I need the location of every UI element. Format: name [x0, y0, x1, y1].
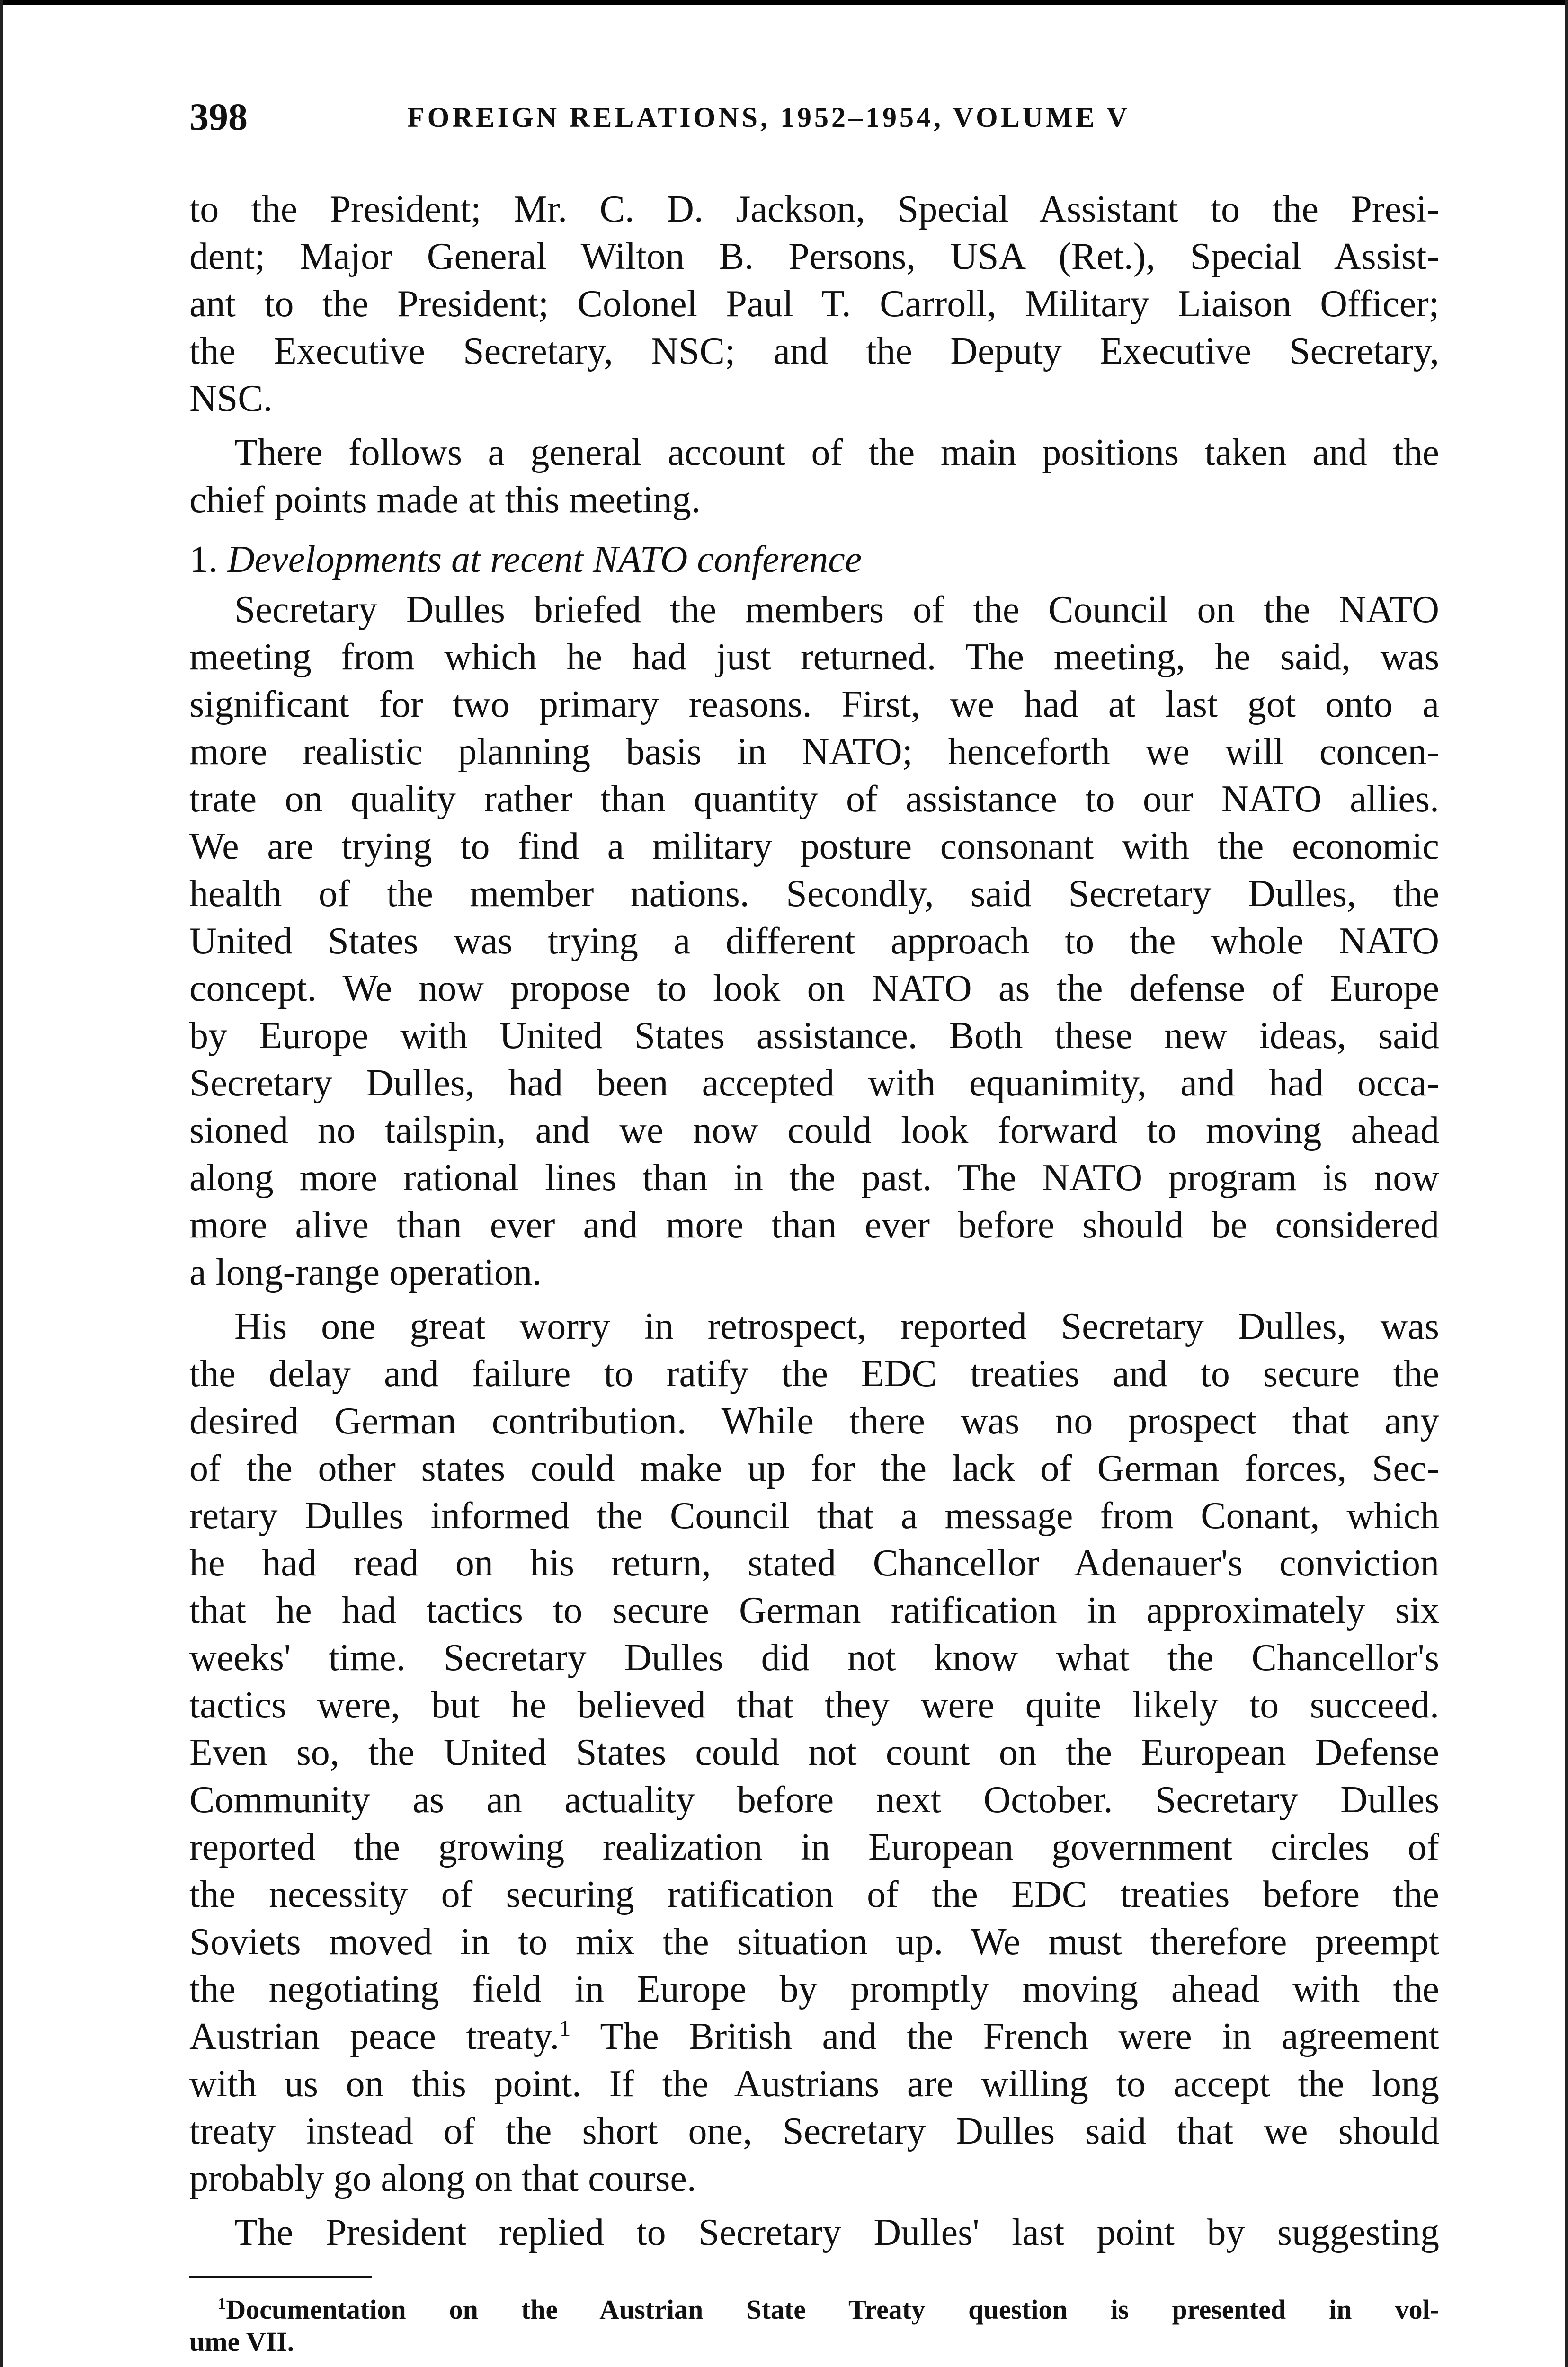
paragraph [189, 186, 1439, 422]
text-segment: The British and the French were in agreement [570, 2016, 1440, 2057]
footnote-divider [189, 2276, 372, 2278]
footnote-text: Documentation on the Austrian State Treaty question is presented in vol- [226, 2294, 1439, 2325]
text-line: more alive than ever and more than ever before should be considered [189, 1204, 1439, 1246]
text-line: that he had tactics to secure German ratification in approximately six [189, 1590, 1439, 1631]
scan-border-left [0, 0, 3, 2367]
text-segment: Austrian peace treaty. [189, 2016, 560, 2057]
text-line: NSC. [189, 378, 273, 419]
text-line: of the other states could make up for the lack of German forces, Sec- [189, 1448, 1439, 1489]
text-line: meeting from which he had just returned. The meeting, he said, was [189, 636, 1439, 678]
text-line: Secretary Dulles briefed the members of the Council on the NATO [234, 589, 1439, 631]
text-line: along more rational lines than in the past. The NATO program is now [189, 1157, 1439, 1199]
text-line: the necessity of securing ratification of the EDC treaties before the [189, 1874, 1439, 1915]
text-line: weeks' time. Secretary Dulles did not know what the Chancellor's [189, 1637, 1439, 1679]
text-line: Community as an actuality before next October. Secretary Dulles [189, 1779, 1439, 1821]
text-line: We are trying to find a military posture consonant with the economic [189, 826, 1439, 867]
text-line: significant for two primary reasons. First, we had at last got onto a [189, 684, 1439, 725]
text-line: dent; Major General Wilton B. Persons, USA (Ret.), Special Assist- [189, 236, 1439, 277]
paragraph [189, 1303, 1439, 2202]
paragraph [189, 2209, 1439, 2256]
text-line: with us on this point. If the Austrians are willing to accept the long [189, 2063, 1439, 2105]
text-line: to the President; Mr. C. D. Jackson, Special Assistant to the Presi- [189, 188, 1439, 230]
text-line: trate on quality rather than quantity of assistance to our NATO allies. [189, 778, 1439, 820]
text-line: concept. We now propose to look on NATO as the defense of Europe [189, 968, 1439, 1009]
running-title: FOREIGN RELATIONS, 1952–1954, VOLUME V [407, 102, 1130, 133]
text-line: ant to the President; Colonel Paul T. Carroll, Military Liaison Officer; [189, 283, 1439, 325]
text-line: more realistic planning basis in NATO; henceforth we will concen- [189, 731, 1439, 773]
text-line: the negotiating field in Europe by promptly moving ahead with the [189, 1968, 1439, 2010]
text-line: probably go along on that course. [189, 2158, 696, 2199]
text-line: Soviets moved in to mix the situation up. We must therefore preempt [189, 1921, 1439, 1963]
footnote-line: ume VII. [189, 2326, 294, 2357]
page-body [189, 186, 1439, 2263]
section-title: Developments at recent NATO conference [227, 539, 862, 580]
paragraph [189, 586, 1439, 1296]
text-line: Even so, the United States could not count on the European Defense [189, 1732, 1439, 1773]
text-line: the Executive Secretary, NSC; and the Deputy Executive Secretary, [189, 330, 1439, 372]
scan-border-right [1565, 0, 1568, 2367]
text-line: retary Dulles informed the Council that a message from Conant, which [189, 1495, 1439, 1537]
text-line: reported the growing realization in European government circles of [189, 1826, 1439, 1868]
scan-border-top [0, 0, 1568, 5]
paragraph [189, 429, 1439, 524]
text-line: desired German contribution. While there was no prospect that any [189, 1400, 1439, 1442]
text-line: he had read on his return, stated Chancellor Adenauer's conviction [189, 1542, 1439, 1584]
section-heading [189, 533, 1439, 586]
section-number: 1. [189, 539, 218, 580]
text-line: treaty instead of the short one, Secretary Dulles said that we should [189, 2110, 1439, 2152]
text-line: health of the member nations. Secondly, said Secretary Dulles, the [189, 873, 1439, 915]
footnote-reference[interactable]: 1 [559, 2016, 571, 2041]
text-line: His one great worry in retrospect, reported Secretary Dulles, was [234, 1306, 1439, 1347]
text-line: sioned no tailspin, and we now could look forward to moving ahead [189, 1110, 1439, 1151]
footnote-marker: 1 [218, 2294, 226, 2313]
text-line: There follows a general account of the main positions taken and the [234, 432, 1439, 473]
text-line: chief points made at this meeting. [189, 479, 701, 521]
text-line: the delay and failure to ratify the EDC treaties and to secure the [189, 1353, 1439, 1395]
page-header [189, 95, 1439, 142]
footnote [189, 2294, 1439, 2358]
text-line: tactics were, but he believed that they were quite likely to succeed. [189, 1684, 1439, 1726]
text-line: Secretary Dulles, had been accepted with equanimity, and had occa- [189, 1062, 1439, 1104]
text-line-with-footnote [189, 2013, 1439, 2060]
page-number: 398 [189, 95, 248, 138]
text-line: United States was trying a different approach to the whole NATO [189, 920, 1439, 962]
text-line: The President replied to Secretary Dulles' last point by suggesting [234, 2212, 1439, 2253]
text-line: a long-range operation. [189, 1252, 542, 1293]
text-line: by Europe with United States assistance. Both these new ideas, said [189, 1015, 1439, 1057]
footnote-line [189, 2294, 1439, 2326]
